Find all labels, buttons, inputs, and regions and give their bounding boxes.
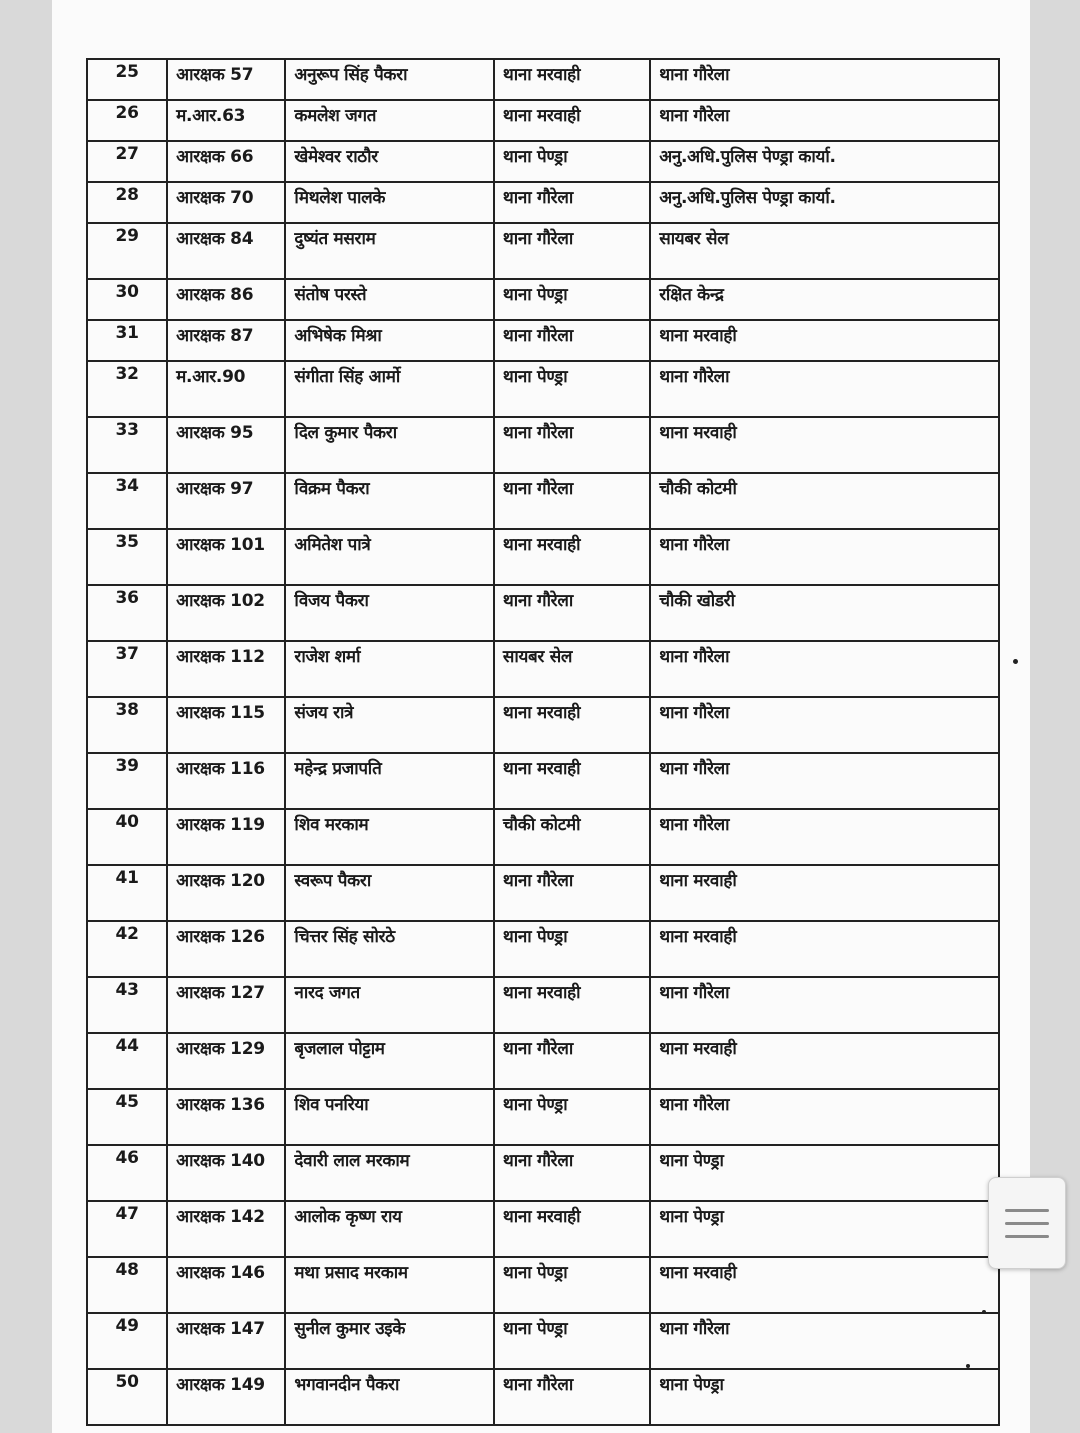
new-posting: थाना मरवाही [650, 320, 999, 361]
current-posting: थाना मरवाही [494, 100, 650, 141]
employee-name: बृजलाल पोट्टाम [285, 1033, 493, 1089]
table-row [87, 141, 999, 182]
serial-number: 42 [87, 921, 167, 977]
rank-number: आरक्षक 101 [167, 529, 285, 585]
current-posting: थाना पेण्ड्रा [494, 279, 650, 320]
serial-number: 44 [87, 1033, 167, 1089]
table-row [87, 320, 999, 361]
current-posting: थाना मरवाही [494, 1201, 650, 1257]
current-posting: थाना पेण्ड्रा [494, 921, 650, 977]
table-row [87, 1145, 999, 1201]
table-row [87, 809, 999, 865]
employee-name: कमलेश जगत [285, 100, 493, 141]
rank-number: आरक्षक 120 [167, 865, 285, 921]
table-row [87, 1257, 999, 1313]
new-posting: थाना पेण्ड्रा [650, 1201, 999, 1257]
serial-number: 34 [87, 473, 167, 529]
employee-name: शिव मरकाम [285, 809, 493, 865]
new-posting: थाना गौरेला [650, 641, 999, 697]
new-posting: अनु.अधि.पुलिस पेण्ड्रा कार्या. [650, 141, 999, 182]
new-posting: थाना गौरेला [650, 59, 999, 100]
table-row [87, 977, 999, 1033]
employee-name: चित्तर सिंह सोरठे [285, 921, 493, 977]
serial-number: 27 [87, 141, 167, 182]
employee-name: महेन्द्र प्रजापति [285, 753, 493, 809]
rank-number: आरक्षक 142 [167, 1201, 285, 1257]
serial-number: 30 [87, 279, 167, 320]
current-posting: थाना गौरेला [494, 865, 650, 921]
table-row [87, 361, 999, 417]
new-posting: थाना गौरेला [650, 697, 999, 753]
employee-name: अमितेश पात्रे [285, 529, 493, 585]
serial-number: 38 [87, 697, 167, 753]
current-posting: थाना गौरेला [494, 320, 650, 361]
scan-speck [966, 1364, 970, 1368]
employee-name: अनुरूप सिंह पैकरा [285, 59, 493, 100]
table-row [87, 921, 999, 977]
serial-number: 35 [87, 529, 167, 585]
serial-number: 29 [87, 223, 167, 279]
employee-name: मिथलेश पालके [285, 182, 493, 223]
employee-name: विक्रम पैकरा [285, 473, 493, 529]
serial-number: 45 [87, 1089, 167, 1145]
serial-number: 41 [87, 865, 167, 921]
table-row [87, 473, 999, 529]
new-posting: थाना गौरेला [650, 977, 999, 1033]
new-posting: थाना पेण्ड्रा [650, 1369, 999, 1425]
serial-number: 39 [87, 753, 167, 809]
employee-name: अभिषेक मिश्रा [285, 320, 493, 361]
current-posting: थाना गौरेला [494, 473, 650, 529]
table-row [87, 417, 999, 473]
menu-line-icon [1005, 1235, 1049, 1238]
table-row [87, 865, 999, 921]
new-posting: थाना गौरेला [650, 753, 999, 809]
scan-speck [1013, 659, 1018, 664]
employee-name: संगीता सिंह आर्मो [285, 361, 493, 417]
rank-number: आरक्षक 147 [167, 1313, 285, 1369]
transfer-table [86, 58, 1000, 1426]
employee-name: राजेश शर्मा [285, 641, 493, 697]
new-posting: थाना गौरेला [650, 809, 999, 865]
new-posting: थाना मरवाही [650, 921, 999, 977]
rank-number: आरक्षक 149 [167, 1369, 285, 1425]
table-row [87, 182, 999, 223]
table-row [87, 585, 999, 641]
rank-number: आरक्षक 129 [167, 1033, 285, 1089]
new-posting: थाना मरवाही [650, 1033, 999, 1089]
rank-number: म.आर.90 [167, 361, 285, 417]
table-row [87, 1089, 999, 1145]
menu-line-icon [1005, 1222, 1049, 1225]
new-posting: रक्षित केन्द्र [650, 279, 999, 320]
employee-name: खेमेश्वर राठौर [285, 141, 493, 182]
employee-name: शिव पनरिया [285, 1089, 493, 1145]
table-row [87, 59, 999, 100]
employee-name: संतोष परस्ते [285, 279, 493, 320]
serial-number: 49 [87, 1313, 167, 1369]
employee-name: सुनील कुमार उइके [285, 1313, 493, 1369]
current-posting: थाना गौरेला [494, 1145, 650, 1201]
current-posting: थाना पेण्ड्रा [494, 1089, 650, 1145]
new-posting: चौकी कोटमी [650, 473, 999, 529]
new-posting: चौकी खोडरी [650, 585, 999, 641]
table-row [87, 100, 999, 141]
rank-number: म.आर.63 [167, 100, 285, 141]
rank-number: आरक्षक 115 [167, 697, 285, 753]
current-posting: थाना पेण्ड्रा [494, 1257, 650, 1313]
employee-name: देवारी लाल मरकाम [285, 1145, 493, 1201]
new-posting: अनु.अधि.पुलिस पेण्ड्रा कार्या. [650, 182, 999, 223]
current-posting: सायबर सेल [494, 641, 650, 697]
serial-number: 40 [87, 809, 167, 865]
new-posting: थाना पेण्ड्रा [650, 1145, 999, 1201]
employee-name: आलोक कृष्ण राय [285, 1201, 493, 1257]
new-posting: सायबर सेल [650, 223, 999, 279]
serial-number: 31 [87, 320, 167, 361]
rank-number: आरक्षक 112 [167, 641, 285, 697]
new-posting: थाना मरवाही [650, 1257, 999, 1313]
serial-number: 36 [87, 585, 167, 641]
rank-number: आरक्षक 119 [167, 809, 285, 865]
new-posting: थाना मरवाही [650, 417, 999, 473]
employee-name: विजय पैकरा [285, 585, 493, 641]
serial-number: 47 [87, 1201, 167, 1257]
rank-number: आरक्षक 102 [167, 585, 285, 641]
menu-line-icon [1005, 1209, 1049, 1212]
employee-name: संजय रात्रे [285, 697, 493, 753]
table-row [87, 1033, 999, 1089]
serial-number: 43 [87, 977, 167, 1033]
current-posting: थाना पेण्ड्रा [494, 141, 650, 182]
serial-number: 37 [87, 641, 167, 697]
current-posting: थाना गौरेला [494, 585, 650, 641]
employee-name: भगवानदीन पैकरा [285, 1369, 493, 1425]
table-row [87, 1201, 999, 1257]
current-posting: थाना गौरेला [494, 417, 650, 473]
table-row [87, 1369, 999, 1425]
current-posting: चौकी कोटमी [494, 809, 650, 865]
current-posting: थाना मरवाही [494, 977, 650, 1033]
employee-name: दुष्यंत मसराम [285, 223, 493, 279]
employee-name: नारद जगत [285, 977, 493, 1033]
scan-speck [982, 1310, 986, 1314]
table-row [87, 279, 999, 320]
table-row [87, 223, 999, 279]
current-posting: थाना मरवाही [494, 697, 650, 753]
rank-number: आरक्षक 136 [167, 1089, 285, 1145]
rank-number: आरक्षक 127 [167, 977, 285, 1033]
rank-number: आरक्षक 84 [167, 223, 285, 279]
serial-number: 25 [87, 59, 167, 100]
current-posting: थाना गौरेला [494, 223, 650, 279]
current-posting: थाना पेण्ड्रा [494, 1313, 650, 1369]
serial-number: 26 [87, 100, 167, 141]
table-row [87, 529, 999, 585]
current-posting: थाना गौरेला [494, 1033, 650, 1089]
current-posting: थाना मरवाही [494, 753, 650, 809]
rank-number: आरक्षक 97 [167, 473, 285, 529]
table-row [87, 753, 999, 809]
rank-number: आरक्षक 95 [167, 417, 285, 473]
table-row [87, 641, 999, 697]
new-posting: थाना गौरेला [650, 361, 999, 417]
current-posting: थाना गौरेला [494, 182, 650, 223]
table-row [87, 1313, 999, 1369]
new-posting: थाना गौरेला [650, 529, 999, 585]
new-posting: थाना गौरेला [650, 100, 999, 141]
rank-number: आरक्षक 140 [167, 1145, 285, 1201]
employee-name: स्वरूप पैकरा [285, 865, 493, 921]
rank-number: आरक्षक 70 [167, 182, 285, 223]
rank-number: आरक्षक 86 [167, 279, 285, 320]
serial-number: 33 [87, 417, 167, 473]
rank-number: आरक्षक 146 [167, 1257, 285, 1313]
serial-number: 32 [87, 361, 167, 417]
serial-number: 46 [87, 1145, 167, 1201]
new-posting: थाना मरवाही [650, 865, 999, 921]
rank-number: आरक्षक 116 [167, 753, 285, 809]
employee-name: मथा प्रसाद मरकाम [285, 1257, 493, 1313]
new-posting: थाना गौरेला [650, 1089, 999, 1145]
serial-number: 28 [87, 182, 167, 223]
rank-number: आरक्षक 87 [167, 320, 285, 361]
rank-number: आरक्षक 126 [167, 921, 285, 977]
current-posting: थाना गौरेला [494, 1369, 650, 1425]
current-posting: थाना पेण्ड्रा [494, 361, 650, 417]
serial-number: 48 [87, 1257, 167, 1313]
current-posting: थाना मरवाही [494, 529, 650, 585]
rank-number: आरक्षक 57 [167, 59, 285, 100]
rank-number: आरक्षक 66 [167, 141, 285, 182]
hamburger-menu-button[interactable] [988, 1177, 1066, 1269]
new-posting: थाना गौरेला [650, 1313, 999, 1369]
current-posting: थाना मरवाही [494, 59, 650, 100]
table-row [87, 697, 999, 753]
employee-name: दिल कुमार पैकरा [285, 417, 493, 473]
serial-number: 50 [87, 1369, 167, 1425]
